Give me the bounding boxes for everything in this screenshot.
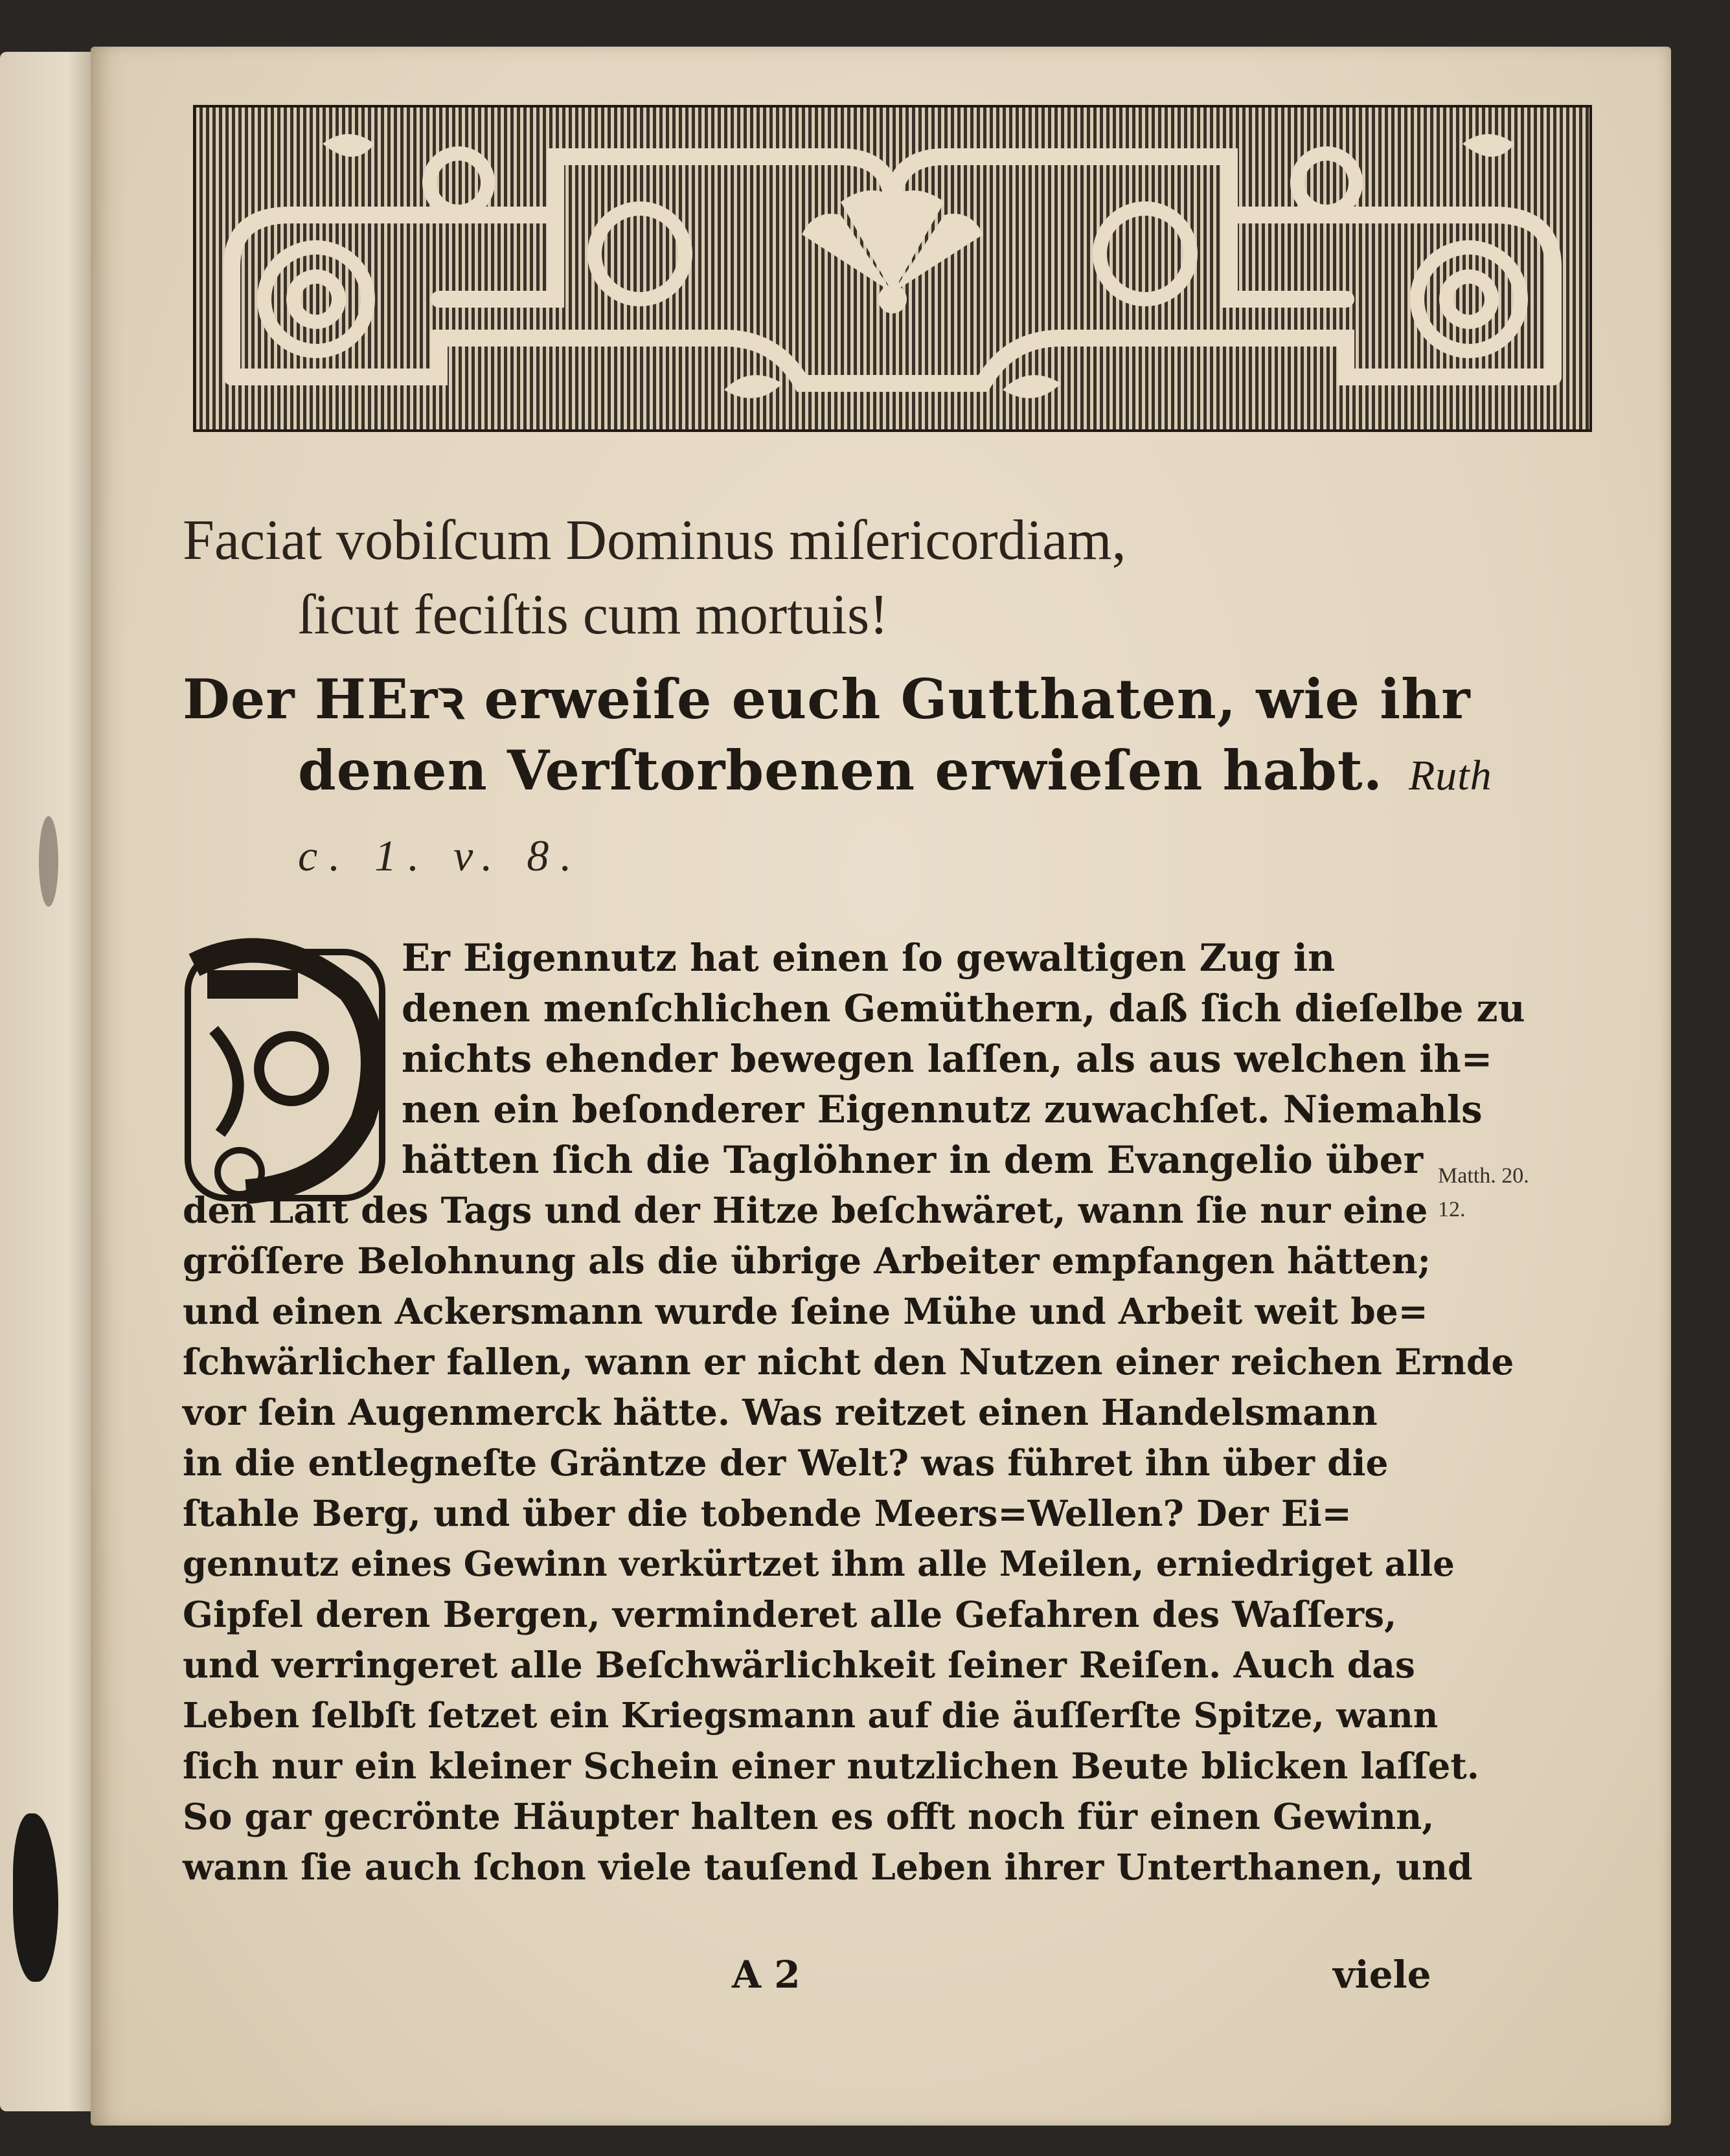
body-line: denen menſchlichen Gemüthern, daß ſich dieſelbe zu	[402, 986, 1525, 1030]
decorated-drop-cap	[181, 913, 395, 1211]
body-line: ſchwärlicher fallen, wann er nicht den Nutzen einer reichen Ernde	[183, 1341, 1514, 1383]
body-line: in die entlegneſte Gräntze der Welt? was führet ihn über die	[183, 1442, 1389, 1484]
german-heading-line-2	[298, 738, 1593, 808]
body-line: vor ſein Augenmerck hätte. Was reitzet einen Handelsmann	[183, 1391, 1378, 1433]
signature-mark: A 2	[732, 1953, 801, 1997]
page-tear	[13, 1813, 58, 1982]
catchword: viele	[1333, 1953, 1431, 1997]
body-line: nichts ehender bewegen laſſen, als aus welchen ih=	[402, 1037, 1493, 1081]
latin-heading-line-2: ſicut feciſtis cum mortuis!	[298, 584, 889, 646]
margin-reference	[1438, 1159, 1529, 1227]
body-line: hätten ſich die Taglöhner in dem Evangelio über	[402, 1138, 1424, 1182]
body-line: Leben ſelbſt ſetzet ein Kriegsmann auf die äuſſerſte Spitze, wann	[183, 1696, 1439, 1736]
body-line: Er Eigennutz hat einen ſo gewaltigen Zug in	[402, 936, 1336, 980]
body-line: wann ſie auch ſchon viele tauſend Leben ihrer Unterthanen, und	[183, 1846, 1473, 1888]
body-line: und verringeret alle Beſchwärlichkeit ſeiner Reiſen. Auch das	[183, 1644, 1415, 1686]
body-line: So gar gecrönte Häupter halten es offt noch für einen Gewinn,	[183, 1795, 1435, 1837]
german-heading-text: denen Verſtorbenen erwieſen habt.	[298, 738, 1383, 802]
body-line: den Laſt des Tags und der Hitze beſchwäret, wann ſie nur eine	[183, 1189, 1428, 1231]
body-line: ſich nur ein kleiner Schein einer nutzlichen Beute blicken laſſet.	[183, 1745, 1479, 1787]
body-line: und einen Ackersmann wurde ſeine Mühe und Arbeit weit be=	[183, 1290, 1428, 1332]
german-heading-line-1: Der HErꝛ erweiſe euch Gutthaten, wie ihr	[183, 667, 1471, 731]
body-line: nen ein beſonderer Eigennutz zuwachſet. Niemahls	[402, 1087, 1483, 1131]
citation-book: Ruth	[1408, 752, 1492, 799]
facing-page-edge	[0, 52, 97, 2111]
body-line: gröſſere Belohnung als die übrige Arbeiter empfangen hätten;	[183, 1240, 1431, 1282]
margin-reference-line: 12.	[1438, 1197, 1466, 1221]
body-line: ſtahle Berg, und über die tobende Meers=Wellen? Der Ei=	[183, 1492, 1352, 1534]
latin-heading-line-1: Faciat vobiſcum Dominus miſericordiam,	[183, 509, 1126, 572]
body-line: Gipfel deren Bergen, verminderet alle Gefahren des Waſſers,	[183, 1593, 1397, 1635]
margin-reference-line: Matth. 20.	[1438, 1164, 1529, 1188]
woodcut-headpiece	[193, 105, 1592, 432]
body-line: gennutz eines Gewinn verkürtzet ihm alle Meilen, erniedriget alle	[183, 1544, 1455, 1584]
page-stain	[39, 816, 58, 907]
citation-reference: c. 1. v. 8.	[298, 831, 584, 880]
